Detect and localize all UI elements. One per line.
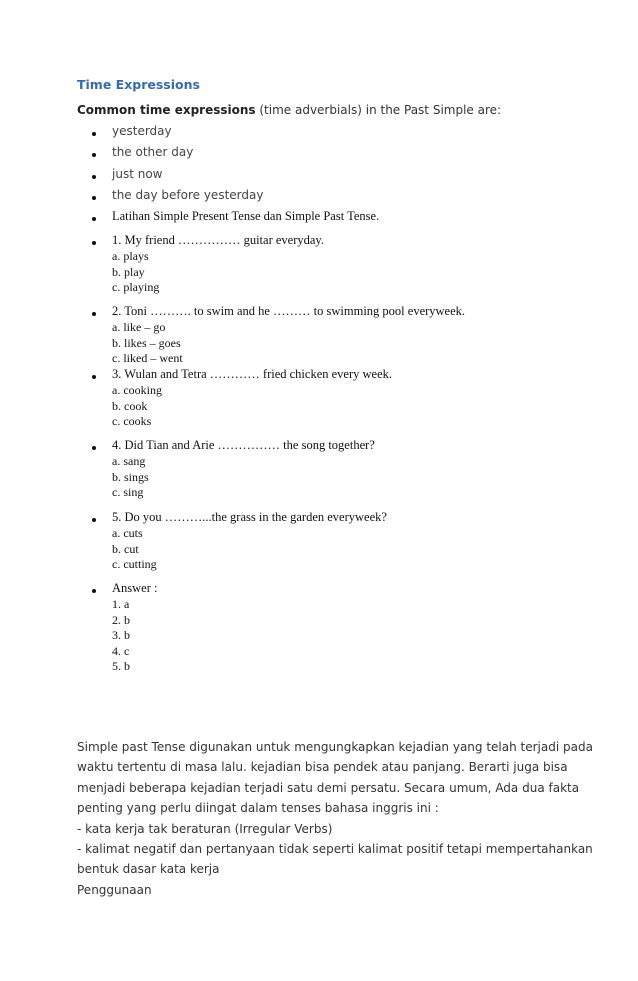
question-text: 3. Wulan and Tetra ………… fried chicken every week. xyxy=(112,367,393,381)
option-a: a. plays xyxy=(112,249,149,263)
option-b: b. cut xyxy=(112,541,139,556)
bullet-icon xyxy=(92,312,96,316)
paragraph-line: bentuk dasar kata kerja xyxy=(77,862,220,877)
answer-line: 4. c xyxy=(112,643,130,658)
paragraph-line: waktu tertentu di masa lalu. kejadian bisa pendek atau panjang. Berarti juga bisa xyxy=(77,760,568,775)
question-text: 2. Toni ………. to swim and he ……… to swimming pool everyweek. xyxy=(112,304,466,318)
intro-sentence xyxy=(77,103,501,117)
option-b: b. likes – goes xyxy=(112,335,181,350)
section-title: Time Expressions xyxy=(77,77,200,92)
paragraph-line: - kalimat negatif dan pertanyaan tidak seperti kalimat positif tetapi mempertahankan xyxy=(77,842,593,857)
option-c: c. liked – went xyxy=(112,351,183,365)
bullet-icon xyxy=(92,589,96,593)
option-b: b. cook xyxy=(112,398,148,413)
answer-line: 1. a xyxy=(112,597,130,611)
bullet-icon xyxy=(92,217,96,221)
paragraph-line: Simple past Tense digunakan untuk mengungkapkan kejadian yang telah terjadi pada xyxy=(77,740,593,754)
bullet-icon xyxy=(92,375,96,379)
expression-text: just now xyxy=(112,167,163,181)
option-a: a. cooking xyxy=(112,383,162,397)
option-c: c. sing xyxy=(112,485,144,499)
bullet-icon xyxy=(92,196,96,200)
bullet-icon xyxy=(92,518,96,522)
paragraph-line: menjadi beberapa kejadian terjadi satu demi persatu. Secara umum, Ada dua fakta xyxy=(77,780,580,795)
answer-line: 3. b xyxy=(112,628,130,642)
bullet-icon xyxy=(92,241,96,245)
bullet-icon xyxy=(92,132,96,136)
answer-line: 5. b xyxy=(112,659,130,673)
intro-bold: Common time expressions xyxy=(77,103,256,117)
bullet-icon xyxy=(92,153,96,157)
option-c: c. cutting xyxy=(112,557,157,571)
paragraph-line: - kata kerja tak beraturan (Irregular Verbs) xyxy=(77,821,333,836)
expression-text: the day before yesterday xyxy=(112,188,264,202)
exercise-title: Latihan Simple Present Tense dan Simple Past Tense. xyxy=(112,209,380,223)
paragraph-line: penting yang perlu diingat dalam tenses bahasa inggris ini : xyxy=(77,801,439,816)
bullet-icon xyxy=(92,175,96,179)
bullet-icon xyxy=(92,446,96,450)
question-text: 4. Did Tian and Arie …………… the song together? xyxy=(112,438,375,452)
expression-text: yesterday xyxy=(112,124,172,138)
intro-rest: (time adverbials) in the Past Simple are: xyxy=(255,103,502,117)
question-text: 1. My friend …………… guitar everyday. xyxy=(112,233,324,247)
option-c: c. cooks xyxy=(112,414,152,428)
option-b: b. play xyxy=(112,264,145,279)
expression-text: the other day xyxy=(112,145,194,159)
answer-label: Answer : xyxy=(112,581,158,595)
option-a: a. like – go xyxy=(112,320,166,334)
option-a: a. sang xyxy=(112,454,146,468)
option-b: b. sings xyxy=(112,469,149,484)
paragraph-line: Penggunaan xyxy=(77,882,152,897)
option-a: a. cuts xyxy=(112,526,143,540)
option-c: c. playing xyxy=(112,280,160,294)
question-text: 5. Do you ………...the grass in the garden everyweek? xyxy=(112,510,387,524)
body-paragraph xyxy=(77,737,593,900)
answer-line: 2. b xyxy=(112,612,130,627)
